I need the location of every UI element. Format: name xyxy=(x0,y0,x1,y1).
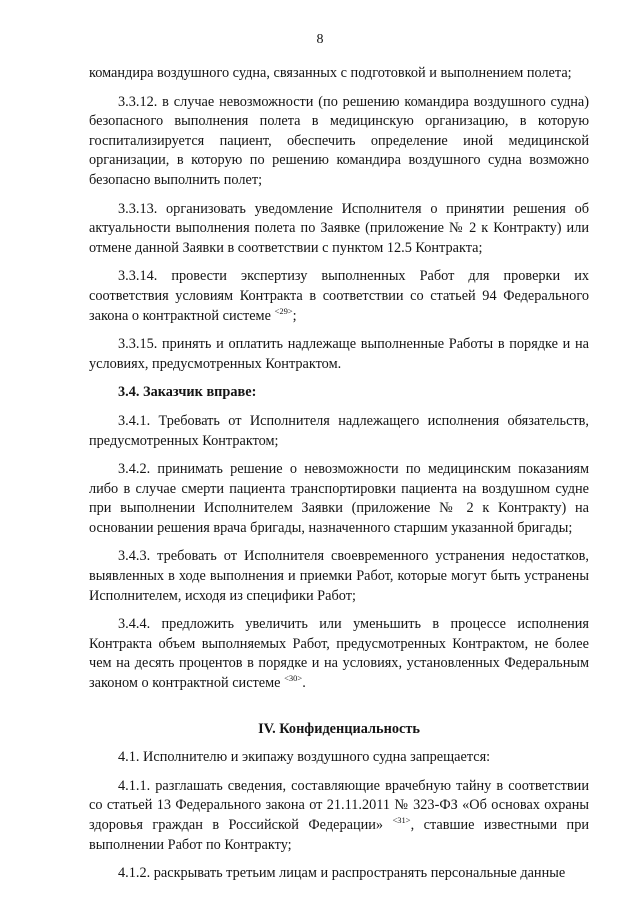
section-title-iv: IV. Конфиденциальность xyxy=(258,720,420,737)
paragraph-3-4-3: 3.4.3. требовать от Исполнителя своевременного устранения недостатков, выявленных в ходе выполнения и приемки Работ, которые могут быть устранены Исполнителем, исходя из специфики Работ; xyxy=(89,548,589,604)
paragraph-4-1: 4.1. Исполнителю и экипажу воздушного судна запрещается: xyxy=(118,749,491,766)
footnote-ref-29: <29> xyxy=(274,305,293,316)
page-number: 8 xyxy=(316,32,324,47)
paragraph-3-3-15: 3.3.15. принять и оплатить надлежаще выполненные Работы в порядке и на условиях, предусмотренных Контрактом. xyxy=(89,336,589,372)
paragraph-tail: . xyxy=(302,675,306,692)
paragraph-3-4-1: 3.4.1. Требовать от Исполнителя надлежащего исполнения обязательств, предусмотренных Контрактом; xyxy=(89,412,589,449)
footnote-ref-30: <30> xyxy=(284,673,303,684)
paragraph-4-1-2: 4.1.2. раскрывать третьим лицам и распространять персональные данные xyxy=(118,865,566,882)
heading-3-4: 3.4. Заказчик вправе: xyxy=(118,384,257,401)
paragraph-3-3-12: 3.3.12. в случае невозможности (по решению командира воздушного судна) безопасного выполнения полета в медицинскую организацию, в которую госпитализируется пациент, обеспечить определение иной медицинской организации, в которую по решению командира воздушного судна возможно безопасно выполнить полет; xyxy=(89,93,589,188)
paragraph-3-3-14 xyxy=(89,267,589,326)
paragraph-3-4-4 xyxy=(89,615,589,693)
paragraph-tail: ; xyxy=(292,307,297,324)
paragraph-continuation: командира воздушного судна, связанных с подготовкой и выполнением полета; xyxy=(89,65,572,81)
paragraph-tail: , ставшие известными при выполнении Работ по Контракту; xyxy=(89,817,589,853)
footnote-ref-31: <31> xyxy=(392,815,411,825)
paragraph-3-4-2: 3.4.2. принимать решение о невозможности по медицинским показаниям либо в случае смерти пациента транспортировки пациента на воздушном судне при выполнении Исполнителем Заявки (приложение № 2 к Контракту) на основании решения врача бригады, назначенного старшим указанной бригады; xyxy=(89,461,589,536)
paragraph-3-3-13: 3.3.13. организовать уведомление Исполнителя о принятии решения об актуальности выполнения полета по Заявке (приложение № 2 к Контракту) или отмене данной Заявки в соответствии с пунктом 12.5 Контракта; xyxy=(89,200,589,256)
paragraph-4-1-1 xyxy=(89,777,589,855)
paragraph-text: 3.3.14. провести экспертизу выполненных Работ для проверки их соответствия условиям Контракта в соответствии со статьей 94 Федерального закона о контрактной системе xyxy=(89,268,589,324)
paragraph-text: 4.1.1. разглашать сведения, составляющие врачебную тайну в соответствии со статьей 13 Федерального закона от 21.11.2011 № 323-ФЗ «Об основах охраны здоровья граждан в Российской Федерации» xyxy=(89,777,589,833)
document-body xyxy=(89,64,589,893)
paragraph-text: 3.4.4. предложить увеличить или уменьшить в процессе исполнения Контракта объем выполняемых Работ, предусмотренных Контрактом, не более чем на десять процентов в порядке и на условиях, установленных Федеральным законом о контрактной системе xyxy=(89,616,589,692)
